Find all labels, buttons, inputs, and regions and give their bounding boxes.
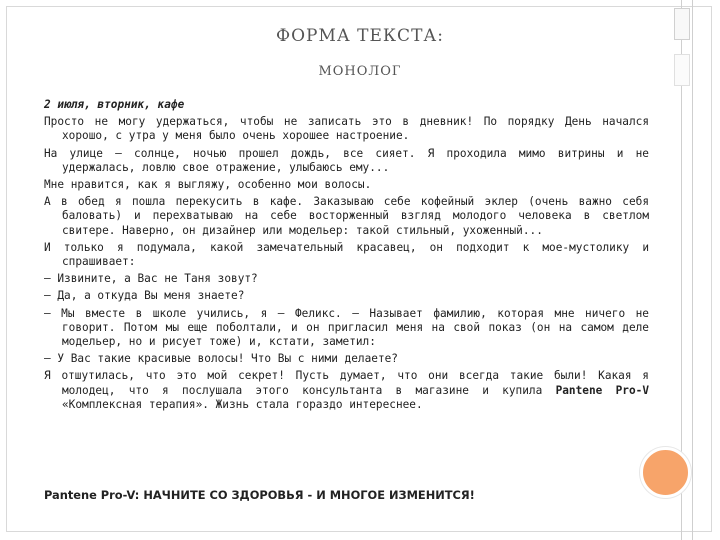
paragraph: — У Вас такие красивые волосы! Что Вы с ними делаете? — [44, 352, 398, 366]
date-line: 2 июля, вторник, кафе — [44, 98, 185, 111]
paragraph: Мне нравится, как я выгляжу, особенно мои волосы. — [44, 178, 372, 192]
decor-orange-circle — [640, 447, 691, 498]
paragraph: И только я подумала, какой замечательный красавец, он подходит к мое-мустолику и спрашивает: — [44, 240, 649, 269]
decor-tab — [674, 8, 690, 40]
title-line-2: МОНОЛОГ — [318, 64, 402, 79]
paragraph-last — [44, 369, 649, 412]
monologue-text — [44, 98, 649, 415]
title-line-1: ФОРМА ТЕКСТА: — [275, 26, 445, 46]
paragraph: — Мы вместе в школе учились, я — Феликс. — Называет фамилию, которая мне ничего не говорит. Потом мы еще поболтали, и он пригласил меня на свой показ (он на самом деле модельер, но и рисует тоже) и, кстати, заметил: — [44, 306, 649, 349]
decor-rail-line — [692, 0, 693, 540]
paragraph: — Да, а откуда Вы меня знаете? — [44, 289, 245, 303]
last-text: Я отшутилась, что это мой секрет! Пусть думает, что они всегда такие были! Какая я молодец, что я послушала этого консультанта в магазине и купила — [44, 369, 649, 397]
slide-title — [240, 24, 480, 82]
decor-tab — [674, 54, 690, 86]
paragraph: Просто не могу удержаться, чтобы не записать это в дневник! По порядку День начался хорошо, с утра у меня было очень хорошее настроение. — [44, 115, 649, 143]
paragraph: А в обед я пошла перекусить в кафе. Заказываю себе кофейный эклер (очень важно себя баловать) и перехватываю на себе восторженный взгляд молодого человека в светлом свитере. Наверно, он дизайнер или модельер: такой стильный, ухоженный... — [44, 195, 649, 237]
slogan: Pantene Pro-V: НАЧНИТЕ СО ЗДОРОВЬЯ - И МНОГОЕ ИЗМЕНИТСЯ! — [44, 488, 475, 502]
paragraph: — Извините, а Вас не Таня зовут? — [44, 272, 258, 286]
last-rest: «Комплексная терапия». Жизнь стала гораздо интереснее. — [62, 397, 423, 411]
paragraph: На улице — солнце, ночью прошел дождь, все сияет. Я проходила мимо витрины и не удержалась, ловлю свое отражение, улыбаюсь ему... — [44, 146, 649, 174]
brand-name: Pantene Pro-V — [555, 383, 649, 397]
